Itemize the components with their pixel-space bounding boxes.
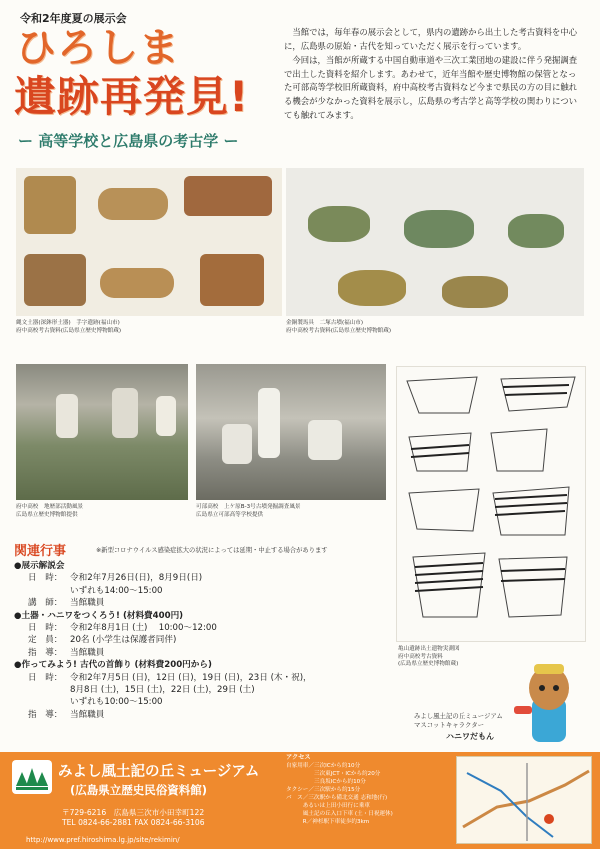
events-heading: 関連行事 bbox=[14, 544, 67, 559]
museum-logo-icon bbox=[12, 760, 52, 794]
event-label: 講 師： bbox=[28, 598, 63, 609]
drawings-caption: 亀山遺跡出土遺物実測図 府中高校考古資料 (広島県立歴史博物館蔵) bbox=[398, 646, 460, 668]
pottery-caption: 縄文土器(深鉢形土器) 手字遺跡(福山市) 府中高校考古資料(広島県立歴史博物館蔵) bbox=[16, 320, 122, 334]
haniwa-mascot-icon bbox=[512, 658, 584, 746]
access-map bbox=[456, 756, 592, 844]
survey-figure bbox=[308, 420, 342, 460]
museum-subname: (広島県立歴史民俗資料館) bbox=[70, 783, 208, 797]
bronze-ornament bbox=[508, 214, 564, 248]
pottery-shard bbox=[200, 254, 264, 306]
event-value: 令和2年7月26日(日)，8月9日(日) bbox=[70, 573, 203, 584]
event-label: 指 導： bbox=[28, 709, 63, 720]
event-row bbox=[14, 597, 394, 609]
access-line: R／神杉駅下車徒歩約3km bbox=[286, 819, 370, 825]
access-line: バ ス／三次駅から備北交通 志和地(行) bbox=[286, 795, 388, 801]
events-list bbox=[14, 560, 394, 721]
event-value: いずれも10:00～15:00 bbox=[70, 697, 163, 708]
events-note: ※新型コロナウイルス感染症拡大の状況によっては延期・中止する場合があります bbox=[96, 547, 328, 554]
bronze-ornament bbox=[338, 270, 406, 306]
survey-photo-2 bbox=[196, 364, 386, 500]
intro-text bbox=[284, 26, 584, 123]
intro-paragraph-1: 当館では，毎年春の展示会として，県内の遺跡から出土した考古資料を中心に，広島県の原始・古代を知っていただく展示を行っています。 bbox=[284, 27, 577, 51]
event-label: 日 時： bbox=[28, 672, 63, 683]
access-line: タクシー／三次駅から約15分 bbox=[286, 787, 361, 793]
event-value: 当館職員 bbox=[70, 598, 105, 609]
event-title: ●土器・ハニワをつくろう! (材料費400円) bbox=[14, 610, 184, 621]
event-label bbox=[28, 585, 70, 597]
event-value: 令和2年8月1日 (土) 10:00～12:00 bbox=[70, 623, 217, 634]
access-line: 三次東JCT・ICから約20分 bbox=[286, 771, 381, 777]
event-3 bbox=[14, 659, 394, 721]
pottery-shard bbox=[98, 188, 168, 220]
pottery-shard bbox=[24, 176, 76, 234]
intro-paragraph-2: 今回は，当館が所蔵する中国自動車道や三次工業団地の建設に伴う発掘調査で出土した資料を紹介します。あわせて，近年当館や歴史博物館の保管となった可部高等学校旧所蔵資料，府中高校考古資料など今まで県民の方の目に触れる機会が少なかった資料を展示し，広島県の考古学と高等学校の関わりについても触れてみます。 bbox=[284, 55, 578, 120]
kicker: 令和2年度夏の展示会 bbox=[20, 12, 127, 25]
survey-figure bbox=[56, 394, 78, 438]
access-info bbox=[286, 754, 448, 826]
subtitle: ー 高等学校と広島県の考古学 ー bbox=[18, 132, 239, 150]
access-line: 三良坂ICから約10分 bbox=[286, 779, 366, 785]
event-row bbox=[14, 585, 394, 597]
survey-figure bbox=[112, 388, 138, 438]
mascot-caption: みよし風土記の丘ミュージアム マスコットキャラクター bbox=[414, 712, 503, 729]
event-row bbox=[14, 622, 394, 634]
event-title: ●展示解説会 bbox=[14, 561, 65, 571]
pottery-drawings bbox=[396, 366, 586, 642]
event-label: 日 時： bbox=[28, 623, 63, 634]
museum-address bbox=[62, 808, 205, 827]
museum-location-icon bbox=[544, 814, 554, 824]
survey-figure bbox=[222, 424, 252, 464]
mascot-illustration bbox=[512, 658, 584, 746]
event-label: 定 員： bbox=[28, 635, 63, 646]
website-link[interactable]: http://www.pref.hiroshima.lg.jp/site/rekimin/ bbox=[26, 836, 180, 844]
mascot-name: ハニワだもん bbox=[446, 732, 494, 741]
survey-caption-2: 可部高校 上ケ原B-3号古墳発掘調査風景 広島県立可部高等学校提供 bbox=[196, 504, 301, 518]
pottery-photo bbox=[16, 168, 282, 316]
event-row bbox=[14, 684, 394, 696]
museum-name: みよし風土記の丘ミュージアム bbox=[58, 764, 260, 780]
bronze-ornament bbox=[308, 206, 370, 242]
event-label: 指 導： bbox=[28, 647, 63, 658]
event-value: 20名 (小学生は保護者同伴) bbox=[70, 635, 177, 646]
tel-fax: TEL 0824-66-2881 FAX 0824-66-3106 bbox=[62, 817, 205, 827]
pottery-shard bbox=[24, 254, 86, 306]
event-row bbox=[14, 672, 394, 684]
title-line-2: 遺跡再発見! bbox=[14, 72, 250, 121]
access-line: あるいは上田小田行に乗車 bbox=[286, 803, 370, 809]
bronze-photo bbox=[286, 168, 584, 316]
event-1 bbox=[14, 560, 394, 610]
event-label bbox=[28, 696, 70, 708]
event-row bbox=[14, 634, 394, 646]
event-title: ●作ってみよう! 古代の首飾り (材料費200円から) bbox=[14, 660, 212, 671]
access-line: 風土記の丘入口下車 (土・日祝運休) bbox=[286, 811, 393, 817]
event-value: 当館職員 bbox=[70, 647, 105, 658]
bronze-ornament bbox=[442, 276, 508, 308]
event-value: いずれも14:00～15:00 bbox=[70, 585, 163, 596]
map-svg bbox=[457, 757, 593, 845]
access-heading: アクセス bbox=[286, 754, 311, 761]
event-label bbox=[28, 684, 70, 696]
bronze-caption: 金銅製馬具 二塚古墳(福山市) 府中高校考古資料(広島県立歴史博物館蔵) bbox=[286, 320, 392, 334]
survey-caption-1: 府中高校 地歴部活動風景 広島県立歴史博物館提供 bbox=[16, 504, 84, 518]
event-row bbox=[14, 647, 394, 659]
event-value: 令和2年7月5日 (日)，12日 (日)，19日 (日)，23日 (木・祝)， bbox=[70, 672, 312, 683]
drawings-svg bbox=[397, 367, 586, 642]
event-value: 当館職員 bbox=[70, 709, 105, 720]
postal-address: 〒729-6216 広島県三次市小田幸町122 bbox=[62, 808, 205, 817]
event-row bbox=[14, 696, 394, 708]
survey-photo-1 bbox=[16, 364, 188, 500]
title-line-1: ひろしま bbox=[16, 25, 180, 71]
bronze-ornament bbox=[404, 210, 474, 248]
survey-figure bbox=[156, 396, 176, 436]
event-2 bbox=[14, 610, 394, 660]
event-row bbox=[14, 709, 394, 721]
event-row bbox=[14, 572, 394, 584]
pottery-shard bbox=[100, 268, 174, 298]
access-line: 自家用車／三次ICから約10分 bbox=[286, 763, 361, 769]
event-label: 日 時： bbox=[28, 573, 63, 584]
survey-figure bbox=[258, 388, 280, 458]
pottery-shard bbox=[184, 176, 272, 216]
event-value: 8月8日 (土)，15日 (土)，22日 (土)，29日 (土) bbox=[70, 685, 255, 696]
